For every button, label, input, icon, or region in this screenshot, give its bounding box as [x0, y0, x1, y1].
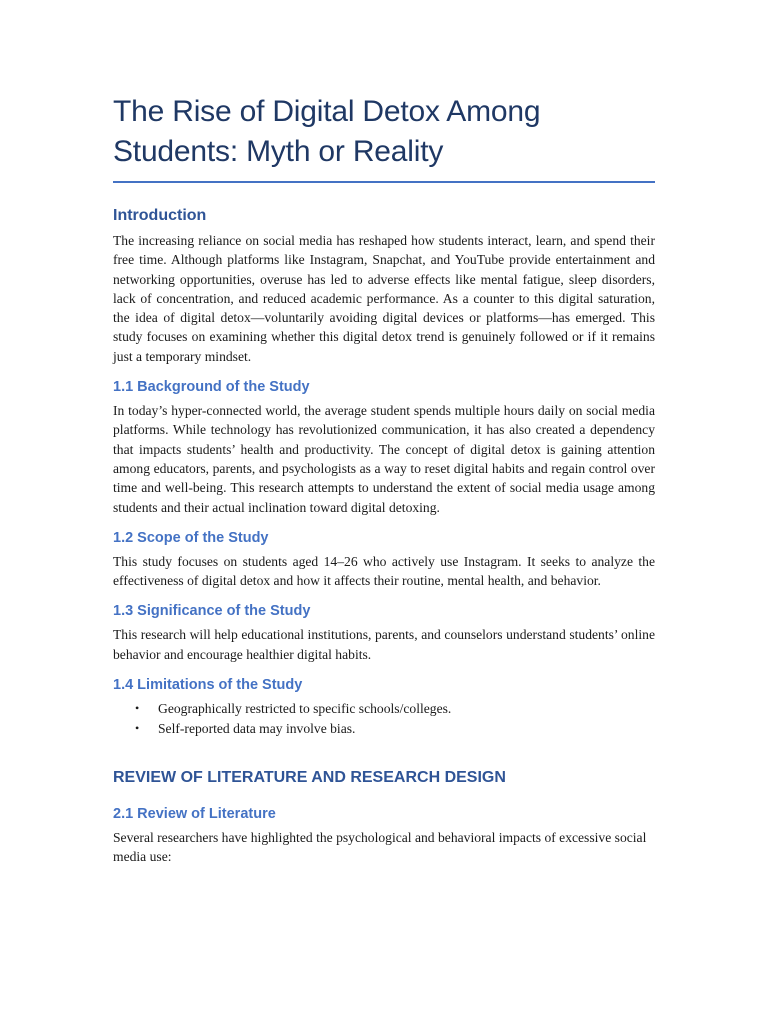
section-heading-review-design: REVIEW OF LITERATURE AND RESEARCH DESIGN — [113, 769, 506, 787]
section-heading-review-literature: 2.1 Review of Literature — [113, 806, 276, 823]
list-item-text: Self-reported data may involve bias. — [158, 720, 356, 736]
bullet-icon: • — [135, 701, 140, 716]
document-content — [113, 92, 655, 867]
section-heading-limitations: 1.4 Limitations of the Study — [113, 677, 303, 694]
section-body-introduction: The increasing reliance on social media has reshaped how students interact, learn, and spend their free time. Although platforms like Instagram, Snapchat, and YouTube provide entertainment and networking opportunities, overuse has led to adverse effects like mental fatigue, sleep disorders, lack of concentration, and reduced academic performance. As a counter to this digital saturation, the idea of digital detox—voluntarily avoiding digital devices or platforms—has emerged. This study focuses on examining whether this digital detox trend is genuinely followed or if it remains just a temporary mindset. — [113, 233, 655, 364]
list-item — [113, 699, 655, 719]
section-body-significance: This research will help educational institutions, parents, and counselors understand students’ online behavior and encourage healthier digital habits. — [113, 627, 655, 662]
list-item — [113, 719, 655, 739]
section-heading-significance: 1.3 Significance of the Study — [113, 603, 311, 620]
section-heading-scope: 1.2 Scope of the Study — [113, 529, 269, 546]
section-body-review-literature: Several researchers have highlighted the psychological and behavioral impacts of excessive social media use: — [113, 830, 647, 865]
section-heading-background: 1.1 Background of the Study — [113, 379, 310, 396]
document-title: The Rise of Digital Detox Among Students: Myth or Reality — [113, 92, 655, 183]
limitations-list — [113, 699, 655, 738]
list-item-text: Geographically restricted to specific schools/colleges. — [158, 701, 452, 717]
bullet-icon: • — [135, 720, 140, 735]
section-body-scope: This study focuses on students aged 14–26 who actively use Instagram. It seeks to analyze the effectiveness of digital detox and how it affects their routine, mental health, and behavior. — [113, 553, 655, 589]
section-body-background: In today’s hyper-connected world, the average student spends multiple hours daily on social media platforms. While technology has revolutionized communication, it has also created a dependency that impacts students’ health and productivity. The concept of digital detox is gaining attention among educators, parents, and psychologists as a way to reset digital habits and regain control over time and well-being. This research attempts to understand the extent of social media usage among students and their actual inclination toward digital detoxing. — [113, 403, 655, 515]
section-heading-introduction: Introduction — [113, 207, 207, 224]
